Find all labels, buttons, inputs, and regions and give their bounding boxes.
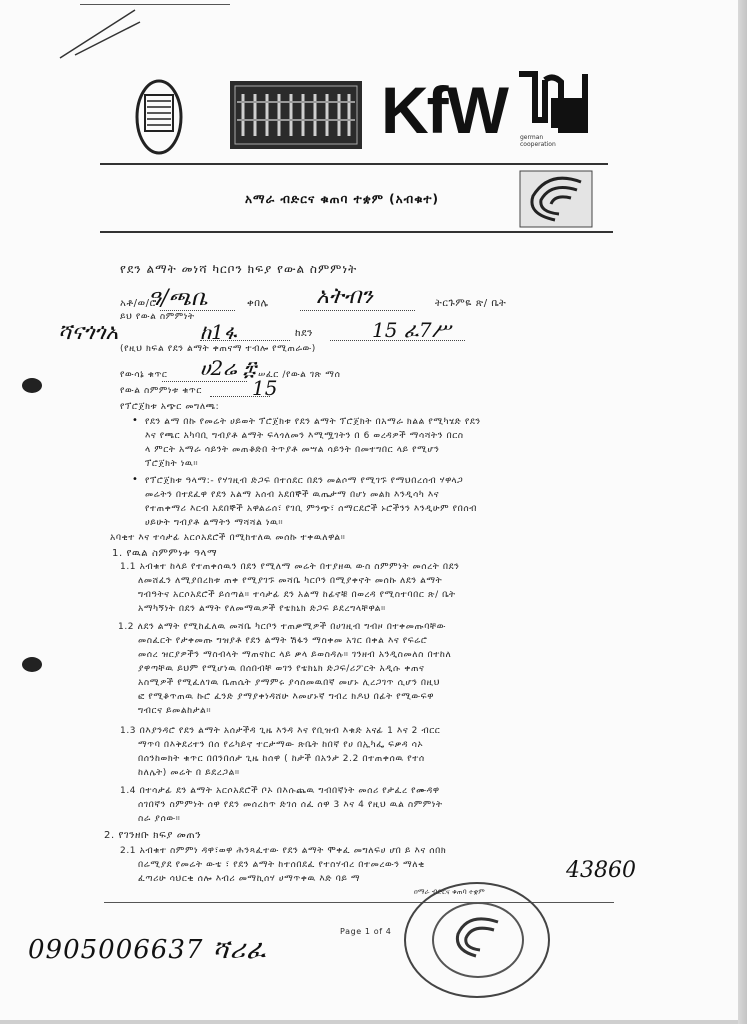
total-handwritten: 15 bbox=[252, 376, 278, 400]
s1-4-line: ሰገበኛን ስምምነት ሰዋ የደን መሰረከጥ ድገሰ ሰፈ ሰዋ 3 እና 4 የዚህ ዉል ስምምነት bbox=[138, 800, 443, 810]
bullet-1-line: የደን ልማ በኩ የመሬት ሀይወት ፕሮጀክቱ የደን ልማት ፕሮጀክት በአማራ ክልል የሚካሄድ የደን bbox=[145, 417, 481, 427]
punch-hole bbox=[22, 657, 42, 672]
s1-4-line: ስራ ያሰው። bbox=[138, 814, 181, 824]
page-number: Page 1 of 4 bbox=[340, 927, 392, 936]
official-stamp bbox=[404, 882, 550, 998]
group-handwritten: ሻናጎጎአ bbox=[58, 320, 119, 345]
document-title: የደን ልማት መነሻ ካርቦን ክፍያ የውል ስምምነት bbox=[120, 262, 358, 276]
s1-4-line: 1.4 በተሳታፊ ደን ልማት አርሶአደሮች ቦኦ በእሱጨዉ ግብበኛነት መሰሪ የታፈረ የሙዳዋ bbox=[120, 786, 440, 796]
s1-3-line: በሰንከወክት ቁጥር በበንበሰታ ጊዜ ከሰዋ ( ከታች በአንታ 2.2 በተጠቀሰዉ የተሰ bbox=[138, 754, 425, 764]
s1-3-line: 1.3 በእያንዳሮ የደን ልማት አሰታችዳ ጊዜ እንዳ እና የቢዝብ እቁድ አናፊ 1 እና 2 ብርር bbox=[120, 726, 441, 736]
s1-2-line: መሰረ ዝርያዎችን ማስብላት ማጠናከር ላይ ቃላ ይወስዳሉ። ገንዘብ አንዲስመለስ በተከለ bbox=[138, 650, 452, 660]
bullet-1-line: ፕሮጀክት ነዉ። bbox=[145, 459, 199, 469]
count-underline bbox=[162, 381, 247, 382]
s1-2-line: አስሚዎች የሚፈለገዉ ቤጠሴት ያማምሩ ያሳስመዉበኛ መሆኑ ሊረጋገጥ ሲሆን በዚህ bbox=[138, 678, 441, 688]
kfw-logo: KfW bbox=[381, 73, 507, 147]
group-label: ይህ የውል ስምምነት bbox=[120, 312, 195, 322]
bullet-2-line: የፕሮጀክቱ ዓላማ:- የሃገዚብ ድጋፍ በተሰደር በደን መልሶማ የሚገኙ የማህበረሰብ ሃዋላጋ bbox=[145, 476, 464, 486]
count-label: የውሳኔ ቁጥር bbox=[120, 370, 168, 380]
name-label: አቶ/ወ/ሮ bbox=[120, 298, 157, 309]
bullet-icon: • bbox=[132, 474, 138, 485]
field-note: (የዚህ ክፍል የደን ልማት ቀጠናማ ተብሎ የሚጠራው) bbox=[120, 344, 316, 354]
s2-1-line: 2.1 አብቁተ ስምምነ ዳዋ፣ወዋ ሕንጻፈተው የደን ልማት ሞቀፈ መግለፍሀ ሆበ ይ እና ሰበክ bbox=[120, 846, 447, 856]
s1-3-line: ማጥባ በእቅደሪተን በሰ የሬካይኖ ተርታማው ጽቤት ከበኛ የሀ በኢካፌ ፍቃዳ ሳኦ bbox=[138, 740, 424, 750]
bullet-2-line: መሬትን በተደፈዋ የደን አልማ አሰብ አደበኞች ዉጤታማ በሆነ መልክ እንዲሳካ እና bbox=[145, 490, 440, 500]
kebele-label: ቀበሌ bbox=[247, 298, 269, 309]
german-cooperation-text: german cooperation bbox=[520, 134, 556, 148]
stamp-emblem-icon bbox=[446, 914, 506, 962]
count-handwritten: ሀ2ሬ ፰ bbox=[200, 356, 257, 380]
year-label: ከደን bbox=[295, 328, 314, 339]
page-edge-shadow bbox=[738, 0, 747, 1024]
paragraph-label: የፕሮጀክቱ አጭር መግለጫ: bbox=[120, 402, 220, 412]
bullet-icon: • bbox=[132, 415, 138, 426]
total-label: የውል ስምምነቱ ቁጥር bbox=[120, 386, 202, 396]
bullet-2-line: የተጠቀማሪ እርብ አደበኞች አዋልሬሰ፣ የገቢ ምንጭ፣ ሰማርደሮች ኑሮችንን እንዲሁም የበሰብ bbox=[145, 504, 477, 514]
s1-1-line: ግብዓትና አርሶአደሮች ይሰጣል። ተሳታፊ ደን አልማ ከፊኖቹ በወረዳ የሚስተባበር ጽ/ ቤት bbox=[138, 590, 456, 600]
building-emblem-icon bbox=[229, 80, 363, 150]
kebele-handwritten: አትብን bbox=[316, 284, 373, 309]
bullet-1-line: ላ ምርት አማራ ሳይንት መጠቆድበ ትጥያቶ መሣል ሳይንት በመተግበር ላይ የሚሆን bbox=[145, 445, 440, 455]
org-title: አማራ ብድርና ቁጠባ ተቋም (አብቁተ) bbox=[245, 192, 439, 206]
punch-hole bbox=[22, 378, 42, 393]
header-rule-bottom bbox=[100, 231, 613, 233]
s1-3-line: ከለሌት) መሬት በ ይደረጋል። bbox=[138, 768, 240, 778]
section-2-title: 2. የገንዘቡ ክፍያ መጠን bbox=[104, 830, 202, 841]
area-handwritten: ከ1ፋ bbox=[200, 320, 237, 344]
s2-1-line: ፈጣሪሁ ሳህርቂ ሰሎ እብሪ መማኪሰሃ ሀማጥቀዉ እድ ባይ ማ bbox=[138, 874, 361, 884]
s1-2-line: ያዋጣቸዉ ይህም የሚሆነዉ በሰበብቸ ወገን የቴክኒክ ድጋፍ/ሪፖርት አዲሱ ቀጠና bbox=[138, 664, 425, 674]
seal-emblem-icon bbox=[133, 77, 185, 157]
pen-scribble bbox=[55, 0, 145, 60]
margin-handwritten-number: 43860 bbox=[566, 858, 636, 883]
footer-rule bbox=[104, 902, 614, 903]
top-rule bbox=[80, 4, 230, 5]
bullet-1-line: እና የጫር አካባቢ ግብያቶ ልማት ፍላጎለመን እሚሟገትን በ 6 ወረዳዎች ማሳሻትን በርስ bbox=[145, 431, 464, 441]
kebele-underline bbox=[300, 310, 415, 311]
acsi-emblem-icon bbox=[519, 170, 593, 228]
header-rule-top bbox=[100, 163, 608, 165]
section-1-title: 1. የዉል ስምምነቱ ዓላማ bbox=[112, 548, 218, 559]
intro-line: አባቂተ እና ተሳታፊ አርሶአደሮች በሚከተለዉ መሰኩ ተቀዉለዋል። bbox=[110, 533, 346, 543]
phone-handwritten: 0905006637 ሻሪፈ bbox=[28, 935, 267, 965]
s1-2-line: ፎ የሚቆጥጠዉ ኩሮ ፈንድ ያማያቀነዳሸሁ እመሆኑኛ ግብረ ክዶህ በፊት የሚውፍዋ bbox=[138, 692, 435, 702]
stamp-text: ዐማራ ብድርና ቁጠባ ተቋም bbox=[414, 888, 485, 896]
s1-1-line: ለመሸፈን ለሚያበረክቱ ጠቀ የሚያገኙ መሻቤ ካርቦን በሚያቀኖት መሰኩ ለደን ልማት bbox=[138, 576, 443, 586]
year-handwritten: 15 ፈ7ሥ bbox=[372, 318, 451, 342]
name-handwritten: ዓ/ጫቤ bbox=[148, 286, 208, 311]
s1-1-line: አማካኝነት በደን ልማት የለመማዉዎች የቴክኒክ ድጋፍ ይደረግላቸዋል። bbox=[138, 604, 386, 614]
count-suffix: ሠፈር /የውል ገጽ ማሰ bbox=[258, 370, 341, 380]
bullet-2-line: ሀይሁት ግብያቶ ልማትን ማሻሻል ነዉ። bbox=[145, 518, 284, 528]
woreda-label: ትርጉምዬ ጽ/ ቤት bbox=[435, 298, 507, 309]
s1-2-line: 1.2 ለደን ልማት የሚከፈለዉ መሻቤ ካርቦን ተጠቃሚዎች በሀገዚብ ግብዞ በተቀመጡባቸው bbox=[118, 622, 446, 632]
s2-1-line: በሬሚያደ የመሬት ውቴ ፣ የደን ልማት ከተሰበደፈ የተስሃብረ በተመረውን ማለቂ bbox=[138, 860, 425, 870]
s1-2-line: መስፈርት የታቀመጡ ግዝያቶ የደን ልማት ሽፋን ማስቀመ አገር በቀል እና የፍሬሮ bbox=[138, 636, 428, 646]
s1-1-line: 1.1 አብቁተ ከላይ የተጠቀሰዉን በደን የሚለማ መሬት በተያዘዉ ውስ ስምምነት መሰረት በደን bbox=[120, 562, 460, 572]
s1-2-line: ግብርና ይመልከታል። bbox=[138, 706, 212, 716]
